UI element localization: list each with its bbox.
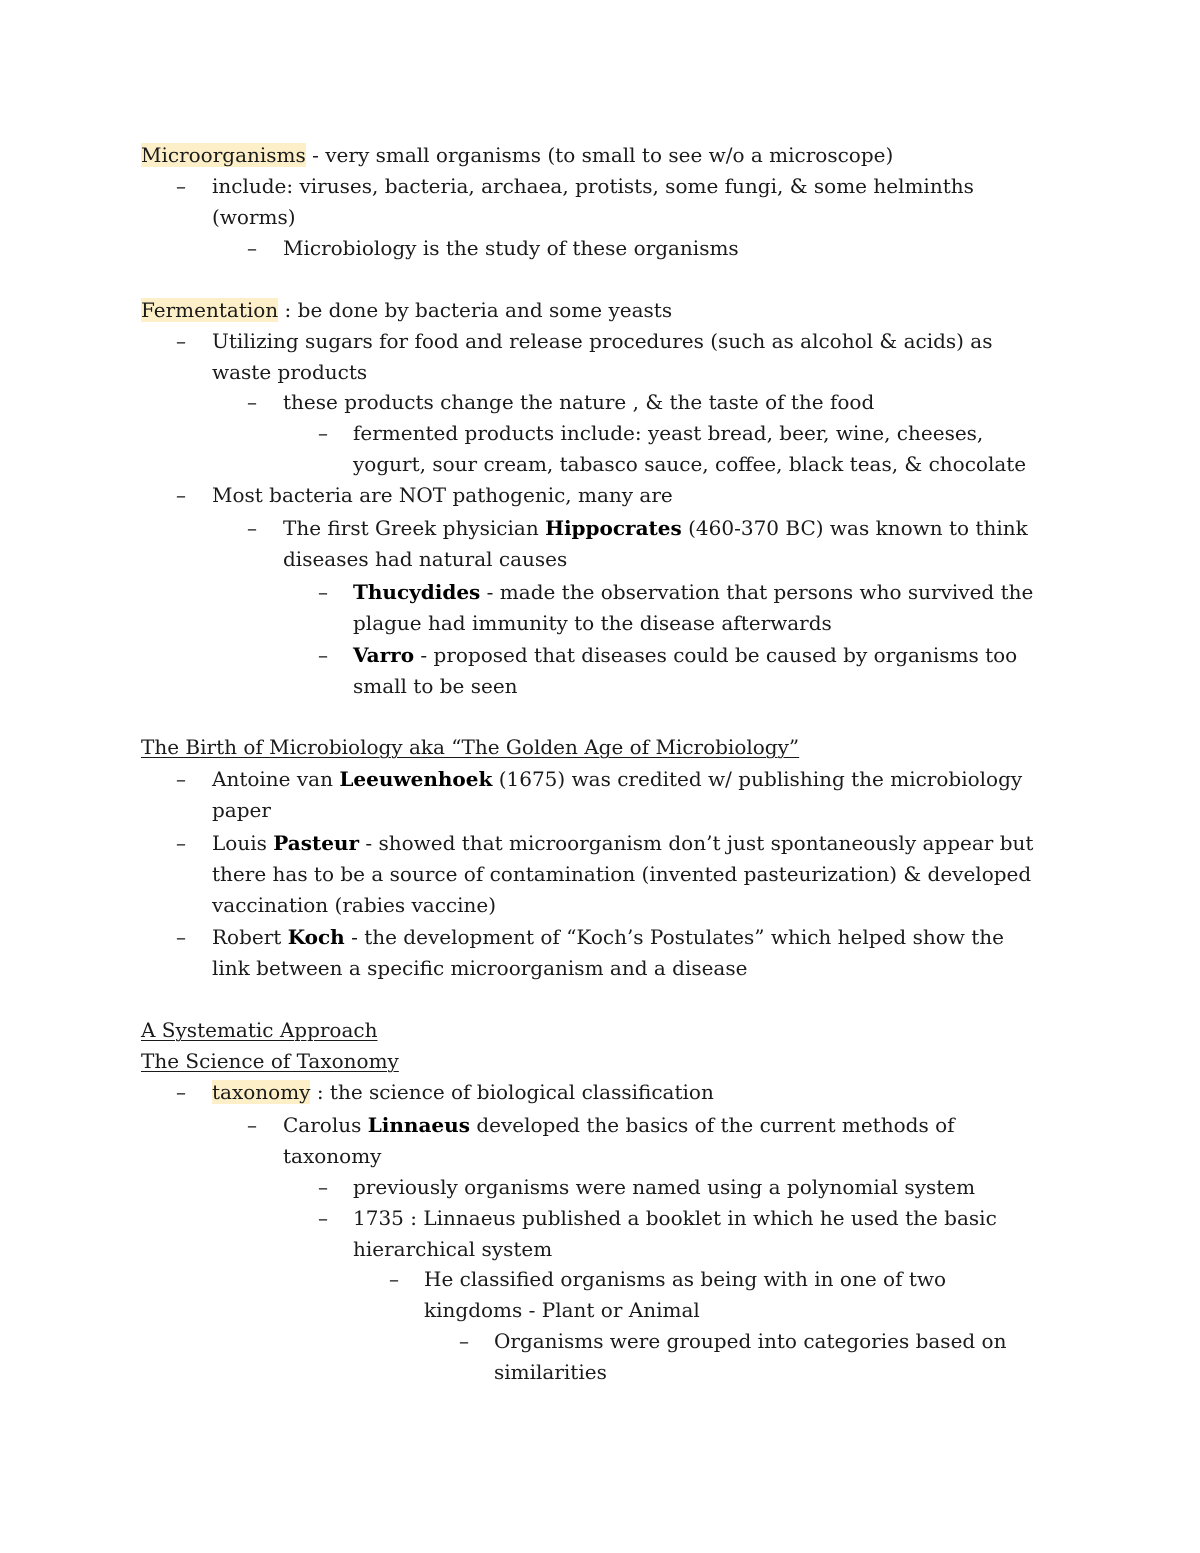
bullet-dash: –: [247, 1113, 257, 1137]
bullet-text-continued: vaccination (rabies vaccine): [212, 893, 497, 917]
text-span: Robert: [212, 925, 288, 949]
bullet-text: these products change the nature , & the taste of the food: [283, 390, 875, 414]
bullet-leeuwenhoek: [212, 765, 1022, 793]
text-span: - proposed that diseases could be caused by organisms too: [414, 643, 1018, 667]
heading-birth-of-microbiology: The Birth of Microbiology aka “The Golden Age of Microbiology”: [141, 735, 800, 759]
bullet-dash: –: [318, 1175, 328, 1199]
bullet-thucydides: [353, 578, 1033, 606]
bullet-dash: –: [176, 174, 186, 198]
bullet-text-continued: hierarchical system: [353, 1237, 553, 1261]
bullet-pasteur: [212, 829, 1033, 857]
section-microorganisms-definition: [141, 141, 893, 169]
text-span: The first Greek physician: [283, 516, 546, 540]
bullet-dash: –: [318, 643, 328, 667]
bullet-text-continued: yogurt, sour cream, tabasco sauce, coffee, black teas, & chocolate: [353, 452, 1027, 476]
term-fermentation: Fermentation: [141, 298, 279, 322]
definition-text: - very small organisms (to small to see w/o a microscope): [305, 143, 894, 167]
section-fermentation-definition: [141, 296, 672, 324]
text-span: (1675) was credited w/ publishing the microbiology: [492, 767, 1023, 791]
bullet-text-continued: diseases had natural causes: [283, 547, 568, 571]
bullet-text-continued: similarities: [494, 1360, 607, 1384]
bullet-dash: –: [176, 925, 186, 949]
bullet-varro: [353, 641, 1017, 669]
bullet-dash: –: [318, 1206, 328, 1230]
bullet-dash: –: [247, 236, 257, 260]
bullet-dash: –: [247, 516, 257, 540]
bullet-text: Microbiology is the study of these organisms: [283, 236, 739, 260]
bullet-text: include: viruses, bacteria, archaea, protists, some fungi, & some helminths: [212, 174, 974, 198]
name-pasteur: Pasteur: [273, 831, 359, 855]
name-hippocrates: Hippocrates: [545, 516, 682, 540]
heading-systematic-approach: A Systematic Approach: [141, 1018, 378, 1042]
name-leeuwenhoek: Leeuwenhoek: [339, 767, 493, 791]
bullet-dash: –: [459, 1329, 469, 1353]
term-microorganisms: Microorganisms: [141, 143, 306, 167]
text-span: - made the observation that persons who survived the: [480, 580, 1034, 604]
bullet-text-continued: paper: [212, 798, 271, 822]
text-span: Carolus: [283, 1113, 368, 1137]
bullet-text-continued: taxonomy: [283, 1144, 382, 1168]
bullet-text-continued: kingdoms - Plant or Animal: [424, 1298, 700, 1322]
text-span: : the science of biological classification: [310, 1080, 714, 1104]
bullet-text: Organisms were grouped into categories based on: [494, 1329, 1007, 1353]
bullet-text: 1735 : Linnaeus published a booklet in which he used the basic: [353, 1206, 997, 1230]
bullet-text: fermented products include: yeast bread, beer, wine, cheeses,: [353, 421, 984, 445]
name-linnaeus: Linnaeus: [367, 1113, 470, 1137]
bullet-taxonomy: [212, 1078, 714, 1106]
name-thucydides: Thucydides: [353, 580, 481, 604]
term-taxonomy: taxonomy: [212, 1080, 311, 1104]
bullet-dash: –: [176, 483, 186, 507]
bullet-dash: –: [176, 329, 186, 353]
text-span: - the development of “Koch’s Postulates” which helped show the: [344, 925, 1004, 949]
text-span: developed the basics of the current methods of: [469, 1113, 955, 1137]
bullet-text: Most bacteria are NOT pathogenic, many are: [212, 483, 673, 507]
text-span: Antoine van: [212, 767, 340, 791]
name-varro: Varro: [353, 643, 415, 667]
bullet-linnaeus: [283, 1111, 955, 1139]
bullet-text-continued: small to be seen: [353, 674, 518, 698]
bullet-dash: –: [318, 421, 328, 445]
text-span: - showed that microorganism don’t just spontaneously appear but: [359, 831, 1034, 855]
bullet-dash: –: [176, 767, 186, 791]
definition-text: : be done by bacteria and some yeasts: [278, 298, 673, 322]
name-koch: Koch: [287, 925, 345, 949]
bullet-text-continued: link between a specific microorganism and a disease: [212, 956, 748, 980]
text-span: (460-370 BC) was known to think: [681, 516, 1028, 540]
bullet-dash: –: [389, 1267, 399, 1291]
bullet-dash: –: [247, 390, 257, 414]
bullet-dash: –: [176, 1080, 186, 1104]
bullet-dash: –: [176, 831, 186, 855]
bullet-koch: [212, 923, 1004, 951]
bullet-text-continued: (worms): [212, 205, 296, 229]
bullet-text-continued: plague had immunity to the disease afterwards: [353, 611, 832, 635]
bullet-dash: –: [318, 580, 328, 604]
bullet-hippocrates: [283, 514, 1028, 542]
bullet-text-continued: waste products: [212, 360, 368, 384]
bullet-text: He classified organisms as being with in one of two: [424, 1267, 947, 1291]
text-span: Louis: [212, 831, 274, 855]
heading-science-of-taxonomy: The Science of Taxonomy: [141, 1049, 399, 1073]
bullet-text: Utilizing sugars for food and release procedures (such as alcohol & acids) as: [212, 329, 993, 353]
bullet-text-continued: there has to be a source of contamination (invented pasteurization) & developed: [212, 862, 1032, 886]
bullet-text: previously organisms were named using a polynomial system: [353, 1175, 976, 1199]
